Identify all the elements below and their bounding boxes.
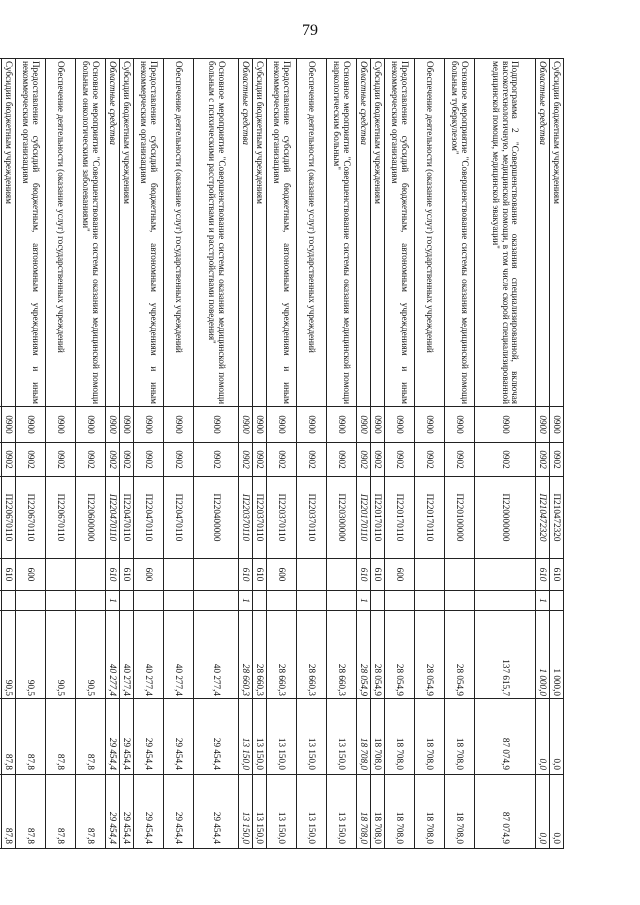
- row-value-year1: 90,5: [2, 611, 16, 699]
- row-value-year2: 29 454,4: [134, 699, 164, 775]
- row-value-year3: 13 150,0: [297, 775, 327, 849]
- row-mark: [253, 591, 267, 611]
- row-mark: 1: [357, 591, 371, 611]
- row-section-code: 0900: [267, 407, 297, 443]
- row-section-code: 0900: [239, 407, 253, 443]
- row-name: [0, 59, 2, 407]
- row-value-year3: 13 150,0: [267, 775, 297, 849]
- page-number: 79: [302, 22, 318, 39]
- row-name: Обеспечение деятельности (оказание услуг) государственных учреждений: [415, 59, 445, 407]
- row-value-year1: 137 615,7: [475, 611, 536, 699]
- row-value-year2: 87,8: [46, 699, 76, 775]
- row-value-year2: 87,8: [2, 699, 16, 775]
- row-value-year2: 29 454,4: [120, 699, 134, 775]
- row-section-code: 0900: [253, 407, 267, 443]
- table-row: [16, 59, 46, 849]
- row-expense-type: 610: [371, 559, 385, 591]
- row-value-year2: 29 454,4: [106, 699, 120, 775]
- row-target-article: П220370110: [297, 477, 327, 559]
- row-value-year3: 87,8: [76, 775, 106, 849]
- table-row: [164, 59, 194, 849]
- row-section-code: 0900: [16, 407, 46, 443]
- row-name: Субсидии бюджетным учреждениям: [253, 59, 267, 407]
- row-target-article: П220100000: [445, 477, 475, 559]
- table-row: [76, 59, 106, 849]
- row-subsection-code: 0902: [371, 443, 385, 477]
- rotated-page-content: [0, 58, 564, 844]
- row-name: Областные средства: [357, 59, 371, 407]
- row-value-year2: 13 150,0: [253, 699, 267, 775]
- row-value-year3: 13 150,0: [239, 775, 253, 849]
- row-value-year3: 87,8: [2, 775, 16, 849]
- row-section-code: 0900: [445, 407, 475, 443]
- row-value-year1: 28 660,3: [253, 611, 267, 699]
- row-value-year2: 87,8: [16, 699, 46, 775]
- row-mark: [0, 591, 2, 611]
- row-value-year3: 0,0: [550, 775, 564, 849]
- table-row: [445, 59, 475, 849]
- row-target-article: [0, 477, 2, 559]
- row-section-code: 0900: [120, 407, 134, 443]
- row-value-year1: 28 054,9: [357, 611, 371, 699]
- row-target-article: П210472320: [536, 477, 550, 559]
- table-row: [550, 59, 564, 849]
- row-value-year1: 40 277,4: [120, 611, 134, 699]
- row-section-code: 0900: [415, 407, 445, 443]
- row-subsection-code: 0902: [16, 443, 46, 477]
- row-target-article: П220000000: [475, 477, 536, 559]
- row-section-code: 0900: [550, 407, 564, 443]
- row-value-year2: 13 150,0: [267, 699, 297, 775]
- row-expense-type: 600: [385, 559, 415, 591]
- row-target-article: П220170110: [385, 477, 415, 559]
- row-value-year1: 28 054,9: [371, 611, 385, 699]
- row-value-year3: 87,8: [46, 775, 76, 849]
- row-section-code: 0900: [536, 407, 550, 443]
- row-value-year3: 87,8: [16, 775, 46, 849]
- row-value-year3: 29 454,4: [194, 775, 239, 849]
- row-name: Областные средства: [536, 59, 550, 407]
- row-mark: 1: [536, 591, 550, 611]
- row-section-code: 0900: [357, 407, 371, 443]
- row-subsection-code: 0902: [385, 443, 415, 477]
- row-expense-type: [164, 559, 194, 591]
- row-value-year3: 18 708,0: [385, 775, 415, 849]
- row-section-code: 0900: [164, 407, 194, 443]
- row-mark: [267, 591, 297, 611]
- row-mark: [327, 591, 357, 611]
- row-target-article: П220170110: [357, 477, 371, 559]
- row-subsection-code: 0902: [550, 443, 564, 477]
- row-target-article: П220170110: [371, 477, 385, 559]
- row-name: Предоставление субсидий бюджетным, автономным учреждениям и иным некоммерческим организациям: [16, 59, 46, 407]
- row-mark: [445, 591, 475, 611]
- row-name: Предоставление субсидий бюджетным, автономным учреждениям и иным некоммерческим организациям: [267, 59, 297, 407]
- row-value-year3: 18 708,0: [357, 775, 371, 849]
- table-row: [253, 59, 267, 849]
- row-mark: [297, 591, 327, 611]
- row-subsection-code: 0902: [239, 443, 253, 477]
- row-expense-type: [46, 559, 76, 591]
- row-mark: [134, 591, 164, 611]
- row-expense-type: 610: [239, 559, 253, 591]
- table-row: [371, 59, 385, 849]
- row-mark: [16, 591, 46, 611]
- row-mark: [371, 591, 385, 611]
- row-value-year1: 40 277,4: [194, 611, 239, 699]
- table-row: [0, 59, 2, 849]
- row-name: Обеспечение деятельности (оказание услуг) государственных учреждений: [297, 59, 327, 407]
- row-mark: [120, 591, 134, 611]
- budget-table-body: [0, 59, 564, 849]
- table-row: [2, 59, 16, 849]
- row-target-article: П220670110: [46, 477, 76, 559]
- row-name: Областные средства: [106, 59, 120, 407]
- row-target-article: П220470110: [134, 477, 164, 559]
- row-subsection-code: 0902: [120, 443, 134, 477]
- row-mark: [46, 591, 76, 611]
- row-expense-type: 610: [2, 559, 16, 591]
- row-subsection-code: 0902: [267, 443, 297, 477]
- row-mark: [415, 591, 445, 611]
- row-subsection-code: 0902: [327, 443, 357, 477]
- row-expense-type: 610: [550, 559, 564, 591]
- row-subsection-code: 0902: [46, 443, 76, 477]
- row-name: Подпрограмма 2 "Совершенствование оказания специализированной, включая высокотехнологичную, медицинской помощи, в том числе скорой специализированной медицинской помощи, медицинской эвакуации": [475, 59, 536, 407]
- row-value-year1: 1 000,0: [536, 611, 550, 699]
- row-target-article: П220300000: [327, 477, 357, 559]
- table-row: [194, 59, 239, 849]
- row-value-year1: 90,5: [16, 611, 46, 699]
- row-section-code: 0900: [106, 407, 120, 443]
- row-expense-type: 600: [267, 559, 297, 591]
- table-row: [46, 59, 76, 849]
- row-mark: 1: [239, 591, 253, 611]
- row-section-code: 0900: [371, 407, 385, 443]
- table-row: [239, 59, 253, 849]
- row-value-year2: 87,8: [76, 699, 106, 775]
- row-value-year2: [0, 699, 2, 775]
- row-value-year3: 13 150,0: [253, 775, 267, 849]
- row-subsection-code: 0902: [194, 443, 239, 477]
- row-value-year3: 29 454,4: [120, 775, 134, 849]
- row-target-article: П220370110: [239, 477, 253, 559]
- row-value-year1: 28 054,9: [445, 611, 475, 699]
- row-subsection-code: 0902: [475, 443, 536, 477]
- row-value-year3: 18 708,0: [415, 775, 445, 849]
- row-value-year3: 29 454,4: [106, 775, 120, 849]
- row-value-year1: 40 277,4: [164, 611, 194, 699]
- row-subsection-code: 0902: [357, 443, 371, 477]
- row-value-year3: 18 708,0: [445, 775, 475, 849]
- row-expense-type: 610: [120, 559, 134, 591]
- row-subsection-code: 0902: [445, 443, 475, 477]
- table-row: [120, 59, 134, 849]
- row-subsection-code: 0902: [536, 443, 550, 477]
- row-value-year3: 29 454,4: [134, 775, 164, 849]
- row-section-code: 0900: [297, 407, 327, 443]
- row-target-article: П220670110: [16, 477, 46, 559]
- row-expense-type: 600: [134, 559, 164, 591]
- row-section-code: 0900: [76, 407, 106, 443]
- row-section-code: 0900: [385, 407, 415, 443]
- row-mark: [385, 591, 415, 611]
- table-row: [327, 59, 357, 849]
- row-target-article: П220470110: [120, 477, 134, 559]
- row-expense-type: 600: [16, 559, 46, 591]
- row-expense-type: 610: [357, 559, 371, 591]
- row-value-year1: 90,5: [46, 611, 76, 699]
- row-value-year2: 29 454,4: [194, 699, 239, 775]
- row-value-year2: 18 708,0: [357, 699, 371, 775]
- row-target-article: П210472320: [550, 477, 564, 559]
- row-expense-type: 610: [106, 559, 120, 591]
- table-row: [106, 59, 120, 849]
- row-expense-type: 610: [253, 559, 267, 591]
- row-target-article: П220600000: [76, 477, 106, 559]
- row-value-year3: 13 150,0: [327, 775, 357, 849]
- row-subsection-code: 0902: [253, 443, 267, 477]
- row-value-year2: 0,0: [536, 699, 550, 775]
- row-value-year2: 13 150,0: [327, 699, 357, 775]
- row-value-year3: 87 074,9: [475, 775, 536, 849]
- row-subsection-code: [0, 443, 2, 477]
- row-section-code: 0900: [2, 407, 16, 443]
- row-value-year1: 90,5: [76, 611, 106, 699]
- row-value-year1: [0, 611, 2, 699]
- row-mark: [164, 591, 194, 611]
- table-row: [536, 59, 550, 849]
- row-subsection-code: 0902: [164, 443, 194, 477]
- row-name: Субсидии бюджетным учреждениям: [371, 59, 385, 407]
- row-mark: [550, 591, 564, 611]
- row-expense-type: [297, 559, 327, 591]
- row-value-year1: 1 000,0: [550, 611, 564, 699]
- row-subsection-code: 0902: [106, 443, 120, 477]
- table-row: [297, 59, 327, 849]
- row-value-year3: [0, 775, 2, 849]
- row-expense-type: [194, 559, 239, 591]
- row-section-code: 0900: [134, 407, 164, 443]
- row-subsection-code: 0902: [297, 443, 327, 477]
- row-value-year1: 28 660,3: [239, 611, 253, 699]
- row-value-year2: 13 150,0: [297, 699, 327, 775]
- row-mark: [194, 591, 239, 611]
- row-name: Основное мероприятие "Совершенствование системы оказания медицинской помощи больным с психическими расстройствами и расстройствами поведения": [194, 59, 239, 407]
- row-target-article: П220170110: [415, 477, 445, 559]
- row-expense-type: [445, 559, 475, 591]
- row-target-article: П220470110: [164, 477, 194, 559]
- row-name: Обеспечение деятельности (оказание услуг) государственных учреждений: [164, 59, 194, 407]
- row-section-code: 0900: [327, 407, 357, 443]
- row-target-article: П220400000: [194, 477, 239, 559]
- row-name: Предоставление субсидий бюджетным, автономным учреждениям и иным некоммерческим организациям: [134, 59, 164, 407]
- row-value-year2: 13 150,0: [239, 699, 253, 775]
- row-value-year2: 29 454,4: [164, 699, 194, 775]
- row-name: Основное мероприятие "Совершенствование системы оказания медицинской помощи наркологическим больным": [327, 59, 357, 407]
- row-value-year2: 18 708,0: [371, 699, 385, 775]
- row-expense-type: [327, 559, 357, 591]
- row-value-year1: 28 054,9: [415, 611, 445, 699]
- row-mark: [2, 591, 16, 611]
- row-value-year3: 0,0: [536, 775, 550, 849]
- row-name: Субсидии бюджетным учреждениям: [550, 59, 564, 407]
- table-row: [357, 59, 371, 849]
- row-mark: 1: [106, 591, 120, 611]
- row-target-article: П220470110: [106, 477, 120, 559]
- row-expense-type: [475, 559, 536, 591]
- row-section-code: 0900: [194, 407, 239, 443]
- table-row: [385, 59, 415, 849]
- row-name: Обеспечение деятельности (оказание услуг) государственных учреждений: [46, 59, 76, 407]
- row-value-year1: 40 277,4: [134, 611, 164, 699]
- table-row: [134, 59, 164, 849]
- table-row: [415, 59, 445, 849]
- row-subsection-code: 0902: [76, 443, 106, 477]
- table-row: [475, 59, 536, 849]
- row-expense-type: [415, 559, 445, 591]
- row-value-year2: 18 708,0: [415, 699, 445, 775]
- row-value-year3: 18 708,0: [371, 775, 385, 849]
- row-expense-type: [0, 559, 2, 591]
- row-name: Основное мероприятие "Совершенствование системы оказания медицинской помощи больным туберкулезом": [445, 59, 475, 407]
- row-target-article: П220370110: [267, 477, 297, 559]
- row-mark: [76, 591, 106, 611]
- row-name: Областные средства: [239, 59, 253, 407]
- row-value-year1: 28 660,3: [267, 611, 297, 699]
- row-name: Основное мероприятие "Совершенствование системы оказания медицинской помощи больным онкологическими заболеваниями": [76, 59, 106, 407]
- row-value-year2: 18 708,0: [445, 699, 475, 775]
- row-value-year2: 0,0: [550, 699, 564, 775]
- row-name: Субсидии бюджетным учреждениям: [120, 59, 134, 407]
- row-expense-type: [76, 559, 106, 591]
- row-value-year1: 28 054,9: [385, 611, 415, 699]
- row-value-year1: 28 660,3: [297, 611, 327, 699]
- row-subsection-code: 0902: [134, 443, 164, 477]
- row-section-code: 0900: [475, 407, 536, 443]
- row-mark: [475, 591, 536, 611]
- table-row: [267, 59, 297, 849]
- row-target-article: П220370110: [253, 477, 267, 559]
- budget-table: [0, 58, 564, 849]
- row-value-year1: 28 660,3: [327, 611, 357, 699]
- row-name: Предоставление субсидий бюджетным, автономным учреждениям и иным некоммерческим организациям: [385, 59, 415, 407]
- row-target-article: П220670110: [2, 477, 16, 559]
- row-section-code: [0, 407, 2, 443]
- row-name: Субсидии бюджетным учреждениям: [2, 59, 16, 407]
- row-subsection-code: 0902: [415, 443, 445, 477]
- row-section-code: 0900: [46, 407, 76, 443]
- row-value-year2: 87 074,9: [475, 699, 536, 775]
- row-value-year1: 40 277,4: [106, 611, 120, 699]
- row-subsection-code: 0902: [2, 443, 16, 477]
- row-value-year2: 18 708,0: [385, 699, 415, 775]
- row-expense-type: 610: [536, 559, 550, 591]
- row-value-year3: 29 454,4: [164, 775, 194, 849]
